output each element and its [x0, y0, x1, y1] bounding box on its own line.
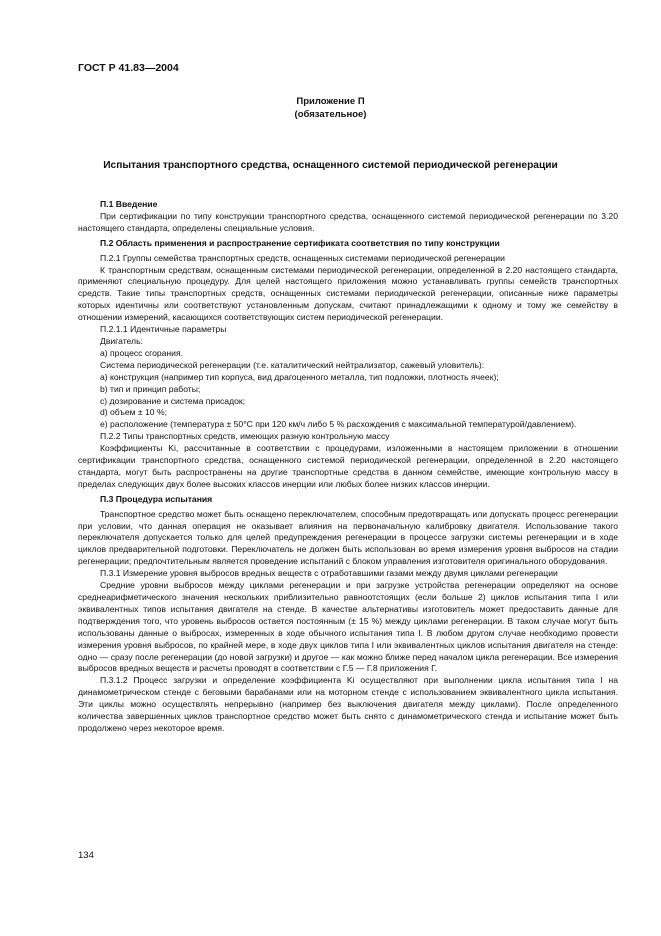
appendix-subtitle: (обязательное) [294, 109, 367, 120]
paragraph: Транспортное средство может быть оснащено переключателем, способным предотвращать или допускать процесс регенерации при условии, что данная операция не оказывает влияния на первоначальную калибровку двигателя. Использование такого переключателя допускается только для целей предупреждения регенерации в процессе загрузки системы регенерации и в ходе циклов предварительной подготовки. Переключатель не должен быть использован во время измерения уровня выбросов на стадии регенерации; предпочтительным является проведение испытаний с блоком управления изготовителя оригинального оборудования. [78, 508, 618, 567]
section-title: Испытания транспортного средства, оснащенного системой периодической регенерации [103, 160, 558, 171]
paragraph: При сертификации по типу конструкции транспортного средства, оснащенного системой периодической регенерации по 3.20 настоящего стандарта, определены специальные условия. [78, 210, 618, 233]
page-number: 134 [78, 850, 94, 861]
standard-code: ГОСТ Р 41.83—2004 [78, 62, 179, 74]
list-item: d) объем ± 10 %; [100, 407, 167, 418]
paragraph: П.3.1.2 Процесс загрузки и определение коэффициента Ki осуществляют при выполнении цикла испытания типа I на динамометрическом стенде с беговыми барабанами или на моторном стенде с использованием эквивалентного цикла испытания. Эти циклы можно осуществлять непрерывно (например без выключения двигателя между циклами). После определенного количества завершенных циклов транспортное средство может быть снято с динамометрического стенда и испытание может быть продолжено через некоторое время. [78, 675, 618, 733]
list-item: b) тип и принцип работы; [100, 383, 201, 394]
paragraph: Средние уровни выбросов между циклами регенерации и при загрузке устройства регенерации определяют на основе среднеарифметического значения нескольких приблизительно равноотстоящих (если больше 2) циклов испытания типа I или эквивалентных типов испытания двигателя на стенде. В качестве альтернативы изготовитель может предоставить данные для подтверждения того, что уровень выбросов остается постоянным (± 15 %) между циклами регенерации. В таком случае могут быть использованы данные о выбросах, измеренных в ходе обычного испытания типа I. В любом другом случае необходимо провести измерения уровня выбросов, по крайней мере, в ходе двух циклов типа I или эквивалентных циклов испытания двигателя на стенде: одно — сразу после регенерации (до новой загрузки) и другое — как можно ближе перед началом цикла регенерации. Все измерения выбросов вредных веществ и расчеты проводят в соответствии с Г.5 — Г.8 приложения Г. [78, 580, 618, 674]
body-text [78, 196, 618, 735]
paragraph: П.3.1 Измерение уровня выбросов вредных веществ с отработавшими газами между двумя циклами регенерации [100, 568, 558, 579]
heading-p1: П.1 Введение [100, 199, 158, 209]
list-item: e) расположение (температура ± 50°С при 120 км/ч либо 5 % расхождения с максимальной температурой/давлением). [100, 419, 577, 430]
paragraph: Коэффициенты Ki, рассчитанные в соответствии с процедурами, изложенными в настоящем приложении в отношении сертификации транспортного средства, оснащенного системой периодической регенерации, определенной в 2.20 настоящего стандарта, могут быть распространены на другие транспортные средства в данном семействе, имеющие контрольную массу в пределах следующих двух более высоких классов инерции или любых более низких классов инерции. [78, 443, 618, 489]
heading-p3: П.3 Процедура испытания [100, 493, 213, 504]
paragraph: П.2.2 Типы транспортных средств, имеющих разную контрольную массу [100, 431, 390, 442]
list-item: а) процесс сгорания. [100, 347, 183, 358]
list-item: c) дозирование и система присадок; [100, 395, 246, 406]
list-item: а) конструкция (например тип корпуса, вид драгоценного металла, тип подложки, плотность ячеек); [100, 371, 499, 382]
appendix-title: Приложение П [296, 96, 365, 107]
paragraph: Двигатель: [100, 335, 143, 346]
paragraph: П.2.1 Группы семейства транспортных средств, оснащенных системами периодической регенерации [100, 252, 505, 263]
heading-p2: П.2 Область применения и распространение сертификата соответствия по типу конструкции [100, 237, 500, 248]
paragraph: П.2.1.1 Идентичные параметры [100, 324, 227, 335]
paragraph: Система периодической регенерации (т.е. каталитический нейтрализатор, сажевый уловитель): [100, 359, 485, 370]
paragraph: К транспортным средствам, оснащенным системами периодической регенерации, определенной в 2.20 настоящего стандарта, применяют специальную процедуру. Для целей настоящего приложения можно устанавливать группы семейств транспортных средств. Такие типы транспортных средств, оснащенных системами периодической регенерации, описанные ниже параметры которых идентичны или соответствуют установленным допускам, считают принадлежащими к одному и тому же семейству в отношении измерений, касающихся соответствующих систем периодической регенерации. [78, 264, 618, 323]
